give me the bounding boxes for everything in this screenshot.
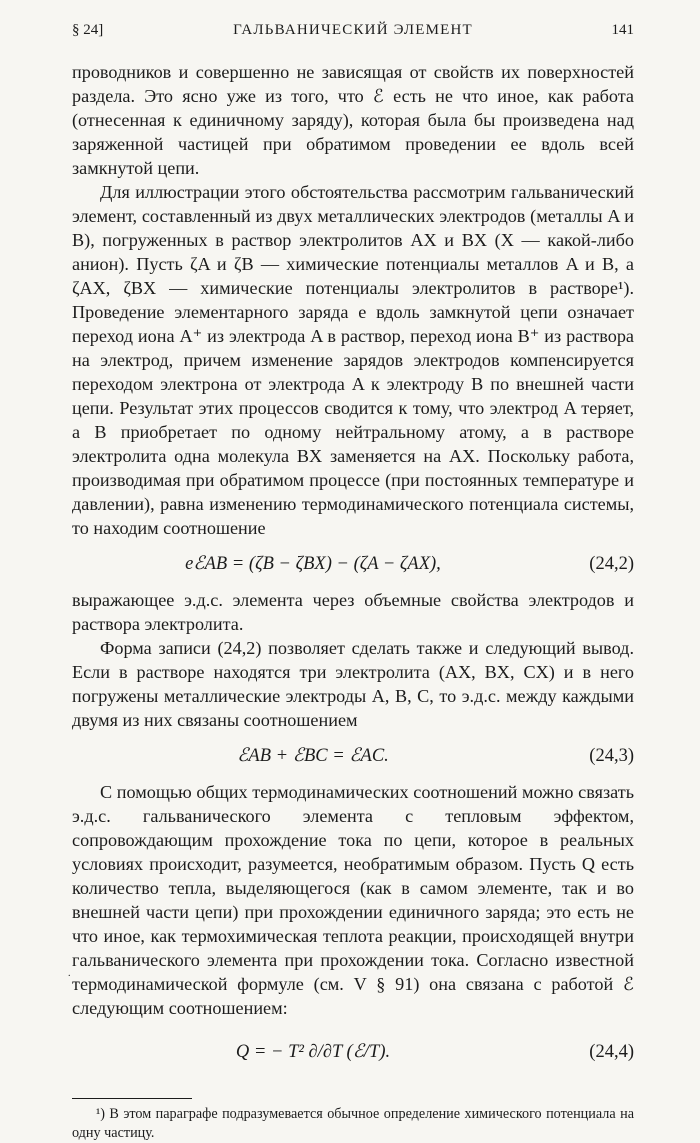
equation-formula: Q = − T² ∂/∂T (ℰ/T). [235, 1042, 391, 1062]
equation-number: (24,4) [589, 1042, 634, 1062]
footnote-divider [72, 1098, 192, 1099]
equation-formula: ℰAB + ℰBC = ℰAC. [237, 746, 389, 766]
equation-formula: eℰAB = (ζB − ζBX) − (ζA − ζAX), [185, 554, 441, 574]
paragraph-5: С помощью общих термодинамических соотношений можно связать э.д.с. гальванического элемента с тепловым эффектом, сопровождающим прохождение тока по цепи, которое в реальных условиях происходит, разумеется, необратимым образом. Пусть Q есть количество тепла, выделяющегося (как в самом элементе, так и во внешней части цепи) при прохождении единичного заряда; это есть не что иное, как термохимическая теплота реакции, происходящей внутри гальванического элемента при прохождении тока. Согласно известной термодинамической формуле (см. V § 91) она связана с работой ℰ следующим соотношением: [72, 782, 634, 1018]
equation-24-4 [72, 1024, 634, 1080]
equation-24-2 [72, 544, 634, 584]
equation-number: (24,2) [589, 554, 634, 574]
paragraph-4: Форма записи (24,2) позволяет сделать также и следующий вывод. Если в растворе находятся три электролита (AX, BX, CX) и в него погружены металлические электроды A, B, C, то э.д.с. между каждыми двумя из них связаны соотношением [72, 638, 634, 730]
running-header [72, 18, 634, 46]
header-title: ГАЛЬВАНИЧЕСКИЙ ЭЛЕМЕНТ [233, 22, 473, 38]
paragraph-1: проводников и совершенно не зависящая от свойств их поверхностей раздела. Это ясно уже из того, что ℰ есть не что иное, как работа (отнесенная к единичному заряду), которая была бы произведена над заряженной частицей при обратимом проведении ее вдоль всей замкнутой цепи. [72, 62, 634, 178]
paragraph-3: выражающее э.д.с. элемента через объемные свойства электродов и раствора электролита. [72, 590, 634, 634]
paragraph-2: Для иллюстрации этого обстоятельства рассмотрим гальванический элемент, составленный из двух металлических электродов (металлы A и B), погруженных в раствор электролитов AX и BX (X — какой-либо анион). Пусть ζA и ζB — химические потенциалы металлов A и B, а ζAX, ζBX — химические потенциалы электролитов в растворе¹). Проведение элементарного заряда e вдоль замкнутой цепи означает переход иона A⁺ из электрода A в раствор, переход иона B⁺ из раствора на электрод, причем изменение зарядов электродов компенсируется переходом электрона от электрода A к электроду B по внешней части цепи. Результат этих процессов сводится к тому, что электрод A теряет, а B приобретает по одному нейтральному атому, а в растворе электролита одна молекула BX заменяется на AX. Поскольку работа, производимая при обратимом процессе (при постоянных температуре и давлении), равна изменению термодинамического потенциала системы, то находим соотношение [72, 182, 634, 538]
header-section: § 24] [72, 22, 104, 38]
page [72, 18, 634, 1143]
equation-number: (24,3) [589, 746, 634, 766]
stray-mark: . [68, 968, 71, 979]
equation-24-3 [72, 736, 634, 776]
main-text [72, 60, 634, 1080]
footnote: ¹) В этом параграфе подразумевается обычное определение химического потенциала на одну частицу. [72, 1106, 634, 1141]
header-page-number: 141 [611, 22, 634, 38]
